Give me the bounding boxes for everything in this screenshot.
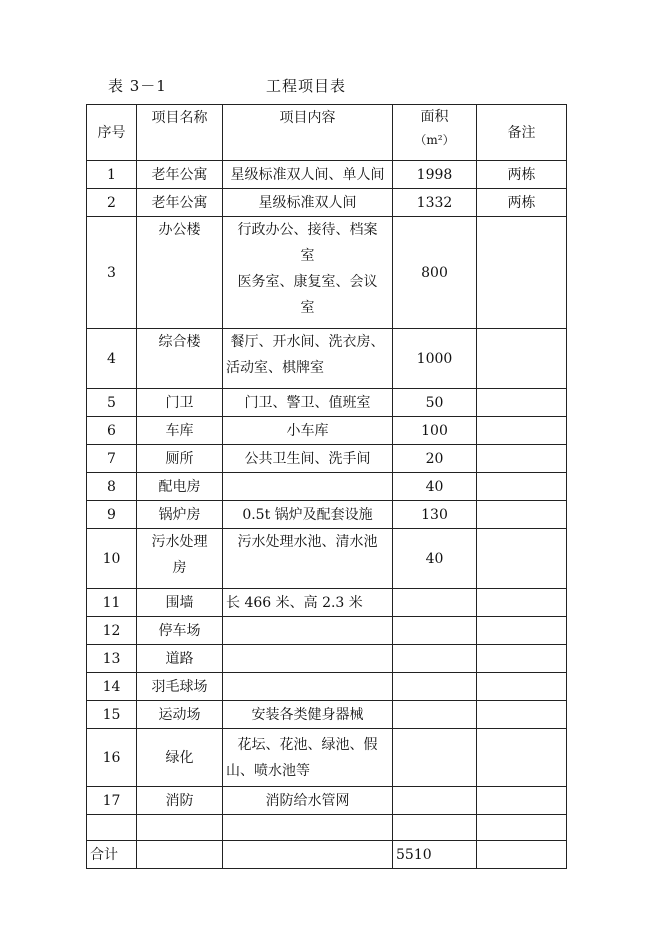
name-line: 污水处理 (151, 534, 208, 550)
content-line: 山、喷水池等 (226, 762, 310, 779)
cell-no: 14 (87, 673, 137, 701)
cell-content (223, 217, 393, 329)
cell-note (477, 389, 567, 417)
header-note: 备注 (477, 105, 567, 161)
header-name: 项目名称 (137, 105, 223, 161)
cell-note (477, 729, 567, 787)
header-row (87, 105, 567, 161)
cell-content: 星级标准双人间 (223, 189, 393, 217)
cell-content: 门卫、警卫、值班室 (223, 389, 393, 417)
content-line: 医务室、康复室、会议 (237, 274, 378, 290)
cell-content: 小车库 (223, 417, 393, 445)
content-line: 餐厅、开水间、洗衣房、 (230, 334, 385, 350)
cell-note (477, 815, 567, 841)
table-row (87, 729, 567, 787)
cell-note (477, 645, 567, 673)
cell-note (477, 329, 567, 389)
cell-area (393, 645, 477, 673)
cell-area: 130 (393, 501, 477, 529)
cell-area (393, 787, 477, 815)
table-row (87, 673, 567, 701)
cell-content: 安装各类健身器械 (223, 701, 393, 729)
cell-area: 40 (393, 473, 477, 501)
cell-name: 运动场 (137, 701, 223, 729)
cell-name: 锅炉房 (137, 501, 223, 529)
cell-no: 6 (87, 417, 137, 445)
cell-note (477, 473, 567, 501)
cell-area (393, 673, 477, 701)
table-row (87, 529, 567, 589)
cell-content (223, 329, 393, 389)
table-number: 表 3－1 (108, 77, 167, 95)
cell-no: 1 (87, 161, 137, 189)
cell-no: 7 (87, 445, 137, 473)
header-area-label: 面积 (420, 109, 449, 125)
cell-area: 100 (393, 417, 477, 445)
cell-area (393, 701, 477, 729)
cell-area: 800 (393, 217, 477, 329)
cell-name (137, 841, 223, 869)
cell-name: 办公楼 (137, 217, 223, 329)
header-area-unit: （m²） (414, 133, 455, 147)
cell-no: 13 (87, 645, 137, 673)
table-row (87, 389, 567, 417)
cell-note (477, 787, 567, 815)
table-row (87, 473, 567, 501)
cell-content (223, 815, 393, 841)
cell-note: 两栋 (477, 189, 567, 217)
table-row (87, 217, 567, 329)
cell-area (393, 617, 477, 645)
cell-note (477, 217, 567, 329)
cell-area (393, 729, 477, 787)
table-title: 工程项目表 (266, 77, 347, 95)
table-row (87, 329, 567, 389)
total-label: 合计 (87, 841, 137, 869)
cell-content (223, 841, 393, 869)
cell-name (137, 529, 223, 589)
cell-no: 5 (87, 389, 137, 417)
cell-no: 2 (87, 189, 137, 217)
cell-note (477, 589, 567, 617)
cell-name: 消防 (137, 787, 223, 815)
cell-name: 门卫 (137, 389, 223, 417)
table-caption (0, 75, 662, 97)
cell-name: 厕所 (137, 445, 223, 473)
project-table (86, 104, 567, 869)
cell-no: 3 (87, 217, 137, 329)
cell-no: 15 (87, 701, 137, 729)
cell-no: 17 (87, 787, 137, 815)
total-area: 5510 (393, 841, 477, 869)
table-row (87, 617, 567, 645)
cell-name: 车库 (137, 417, 223, 445)
content-line: 活动室、棋牌室 (226, 360, 324, 376)
cell-note: 两栋 (477, 161, 567, 189)
cell-area: 1000 (393, 329, 477, 389)
cell-name: 羽毛球场 (137, 673, 223, 701)
table-row (87, 787, 567, 815)
table-row (87, 645, 567, 673)
content-line: 室 (300, 300, 315, 316)
header-area (393, 105, 477, 161)
header-no: 序号 (87, 105, 137, 161)
cell-note (477, 841, 567, 869)
cell-content (223, 617, 393, 645)
cell-area: 1332 (393, 189, 477, 217)
header-content: 项目内容 (223, 105, 393, 161)
table-row (87, 501, 567, 529)
cell-content (223, 729, 393, 787)
table-row (87, 417, 567, 445)
cell-note (477, 701, 567, 729)
cell-content: 消防给水管网 (223, 787, 393, 815)
cell-name: 绿化 (137, 729, 223, 787)
cell-content (223, 645, 393, 673)
name-line: 房 (172, 560, 187, 576)
cell-content (223, 473, 393, 501)
cell-no: 16 (87, 729, 137, 787)
cell-no: 12 (87, 617, 137, 645)
cell-area: 50 (393, 389, 477, 417)
cell-name: 停车场 (137, 617, 223, 645)
content-line: 花坛、花池、绿池、假 (237, 736, 378, 753)
cell-area (393, 815, 477, 841)
total-row (87, 841, 567, 869)
cell-no: 10 (87, 529, 137, 589)
cell-no: 8 (87, 473, 137, 501)
cell-content: 公共卫生间、洗手间 (223, 445, 393, 473)
table-row (87, 445, 567, 473)
table-row (87, 161, 567, 189)
cell-no (87, 815, 137, 841)
cell-no: 4 (87, 329, 137, 389)
cell-content: 0.5t 锅炉及配套设施 (223, 501, 393, 529)
cell-content: 污水处理水池、清水池 (223, 529, 393, 589)
cell-note (477, 501, 567, 529)
cell-name: 老年公寓 (137, 189, 223, 217)
table-row (87, 589, 567, 617)
content-line: 行政办公、接待、档案 (237, 222, 378, 238)
cell-note (477, 529, 567, 589)
cell-no: 11 (87, 589, 137, 617)
cell-area: 1998 (393, 161, 477, 189)
table-row (87, 189, 567, 217)
cell-name: 道路 (137, 645, 223, 673)
table-row (87, 701, 567, 729)
cell-note (477, 617, 567, 645)
cell-content: 星级标准双人间、单人间 (223, 161, 393, 189)
content-line: 室 (300, 248, 315, 264)
cell-area (393, 589, 477, 617)
cell-name: 老年公寓 (137, 161, 223, 189)
cell-no: 9 (87, 501, 137, 529)
cell-name: 围墙 (137, 589, 223, 617)
cell-note (477, 673, 567, 701)
cell-area: 40 (393, 529, 477, 589)
cell-name: 配电房 (137, 473, 223, 501)
cell-note (477, 445, 567, 473)
cell-content (223, 673, 393, 701)
table-row-empty (87, 815, 567, 841)
cell-name: 综合楼 (137, 329, 223, 389)
cell-name (137, 815, 223, 841)
cell-area: 20 (393, 445, 477, 473)
cell-note (477, 417, 567, 445)
cell-content: 长 466 米、高 2.3 米 (223, 589, 393, 617)
